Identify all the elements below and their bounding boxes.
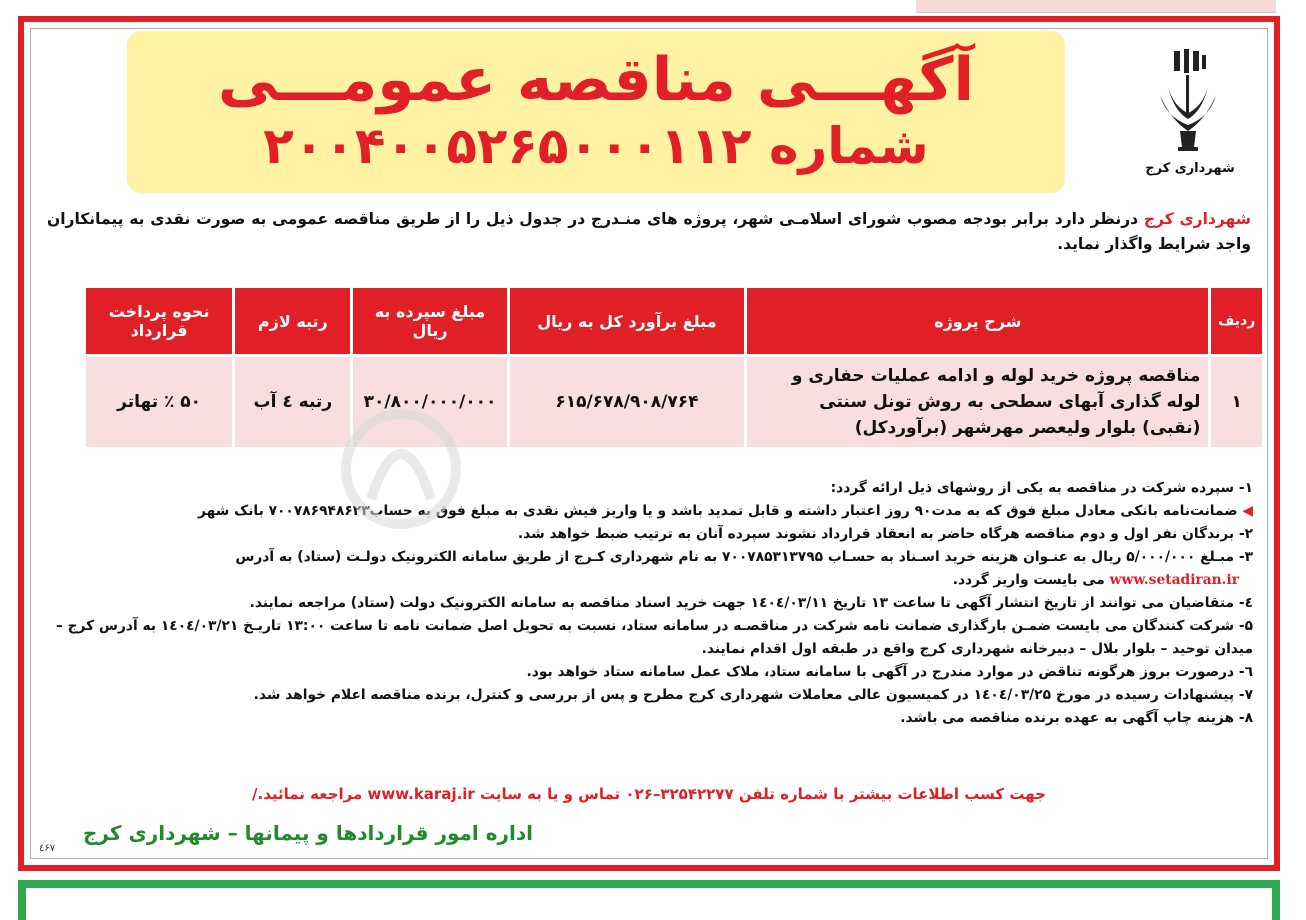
condition-1a <box>41 500 1253 523</box>
office-signature: اداره امور قراردادها و پیمانها – شهرداری کرج <box>83 821 533 845</box>
logo-label: شهرداری کرج <box>1145 161 1235 176</box>
cell-description: مناقصه پروژه خرید لوله و ادامه عملیات حفاری و لوله گذاری آبهای سطحی به روش تونل سنتی (نقبی) بلوار ولیعصر مهرشهر (برآوردکل) <box>747 357 1208 447</box>
condition-2: ۲- برندگان نفر اول و دوم مناقصه هرگاه حاضر به انعقاد قرارداد نشوند سپرده آنان به ترتیب ضبط خواهد شد. <box>517 526 1253 542</box>
projects-table <box>83 285 1265 450</box>
setadiran-link[interactable]: www.setadiran.ir <box>1109 572 1239 588</box>
col-index: ردیف <box>1211 288 1262 354</box>
cell-grade: رتبه ٤ آب <box>235 357 350 447</box>
cell-deposit: ۳۰/۸۰۰/۰۰۰/۰۰۰ <box>353 357 506 447</box>
col-estimate: مبلغ برآورد کل به ریال <box>510 288 745 354</box>
condition-6: ٦- درصورت بروز هرگونه تناقض در موارد مندرج در آگهی با سامانه ستاد، ملاک عمل سامانه ستاد خواهد بود. <box>526 664 1253 680</box>
conditions-list <box>41 477 1253 730</box>
advertisement-inner <box>30 28 1268 859</box>
condition-7: ۷- پیشنهادات رسیده در مورخ ۱٤۰٤/۰۳/۲۵ در کمیسیون عالی معاملات شهرداری کرج مطرح و پس از بررسی و کنترل، برنده مناقصه اعلام خواهد شد. <box>253 687 1253 703</box>
contact-line: جهت کسب اطلاعات بیشتر با شماره تلفن ۳۲۵۴۲۲۷۷–۰۲۶ تماس و یا به سایت www.karaj.ir مراجعه نمائید./ <box>252 785 1046 803</box>
condition-1a-text: ضمانت‌نامه بانکی معادل مبلغ فوق که به مدت۹۰ روز اعتبار داشته و قابل تمدید باشد و یا واریز فیش نقدی به مبلغ فوق به حساب۷۰۰۷۸۶۹۴۸۶۲۳ بانک شهر <box>198 503 1238 519</box>
next-ad-strip <box>18 880 1280 920</box>
page-title: آگهـــی مناقصه عمومـــی <box>217 45 975 115</box>
cell-index: ۱ <box>1211 357 1262 447</box>
condition-3b-text: می بایست واریز گردد. <box>952 572 1110 588</box>
intro-paragraph <box>47 207 1251 257</box>
condition-3: ۳- مبـلغ ۵/۰۰۰/۰۰۰ ریال به عنـوان هزینه خرید اسـناد به حسـاب ۷۰۰۷۸۵۳۱۳۷۹۵ به نام شهرداری کـرج از طریق سامانه الکترونیک دولـت (ستاد) به آدرس <box>235 549 1253 565</box>
condition-4: ٤- متقاضیان می توانند از تاریخ انتشار آگهی تا ساعت ۱۳ تاریخ ۱٤۰٤/۰۳/۱۱ جهت خرید اسناد مناقصه به سامانه الکترونیک دولت (ستاد) مراجعه نمایند. <box>249 595 1253 611</box>
condition-5: ۵- شرکت کنندگان می بایست ضمـن بارگذاری ضمانت نامه شرکت در مناقصـه در سامانه ستاد، نسبت به تحویل اصل ضمانت نامه تا ساعت ۱۳:۰۰ تاریـخ ۱٤۰٤/۰۳/۲۱ به آدرس کرج – میدان توحید – بلوار بلال – دبیرخانه شهرداری کرج واقع در طبقه اول اقدام نمایند. <box>55 618 1253 657</box>
col-description: شرح پروژه <box>747 288 1208 354</box>
next-ad-inner <box>26 888 1272 920</box>
table-header-row <box>86 288 1262 354</box>
intro-org: شهرداری کرج <box>1143 210 1251 228</box>
intro-text: درنظر دارد برابر بودجه مصوب شورای اسلامـی شهر، پروژه های منـدرج در جدول ذیل را از طریق مناقصه عمومی به صورت نقدی به پیمانکاران واجد شرایط واگذار نماید. <box>47 210 1251 253</box>
condition-8: ۸- هزینه چاپ آگهی به عهده برنده مناقصه می باشد. <box>900 710 1253 726</box>
title-banner <box>127 31 1065 193</box>
karaj-municipality-emblem-icon <box>1150 47 1230 159</box>
arrow-icon: ◀ <box>1242 503 1253 519</box>
top-strip <box>0 0 1306 14</box>
col-deposit: مبلغ سپرده به ریال <box>353 288 506 354</box>
logo <box>1135 47 1245 187</box>
table-row <box>86 357 1262 447</box>
col-grade: رتبه لازم <box>235 288 350 354</box>
cell-payment: ۵۰ ٪ تهاتر <box>86 357 232 447</box>
tender-number: شماره ۲۰۰۴۰۰۵۲۶۵۰۰۰۱۱۲ <box>263 117 929 175</box>
col-payment: نحوه پرداخت قرارداد <box>86 288 232 354</box>
condition-3b <box>41 569 1253 592</box>
top-tab <box>916 0 1276 13</box>
cell-estimate: ۶۱۵/۶۷۸/۹۰۸/۷۶۴ <box>510 357 745 447</box>
condition-1: ۱- سپرده شرکت در مناقصه به یکی از روشهای ذیل ارائه گردد: <box>830 480 1253 496</box>
advertisement-frame <box>18 16 1280 871</box>
page-number: ٤۶۷ <box>39 843 56 854</box>
